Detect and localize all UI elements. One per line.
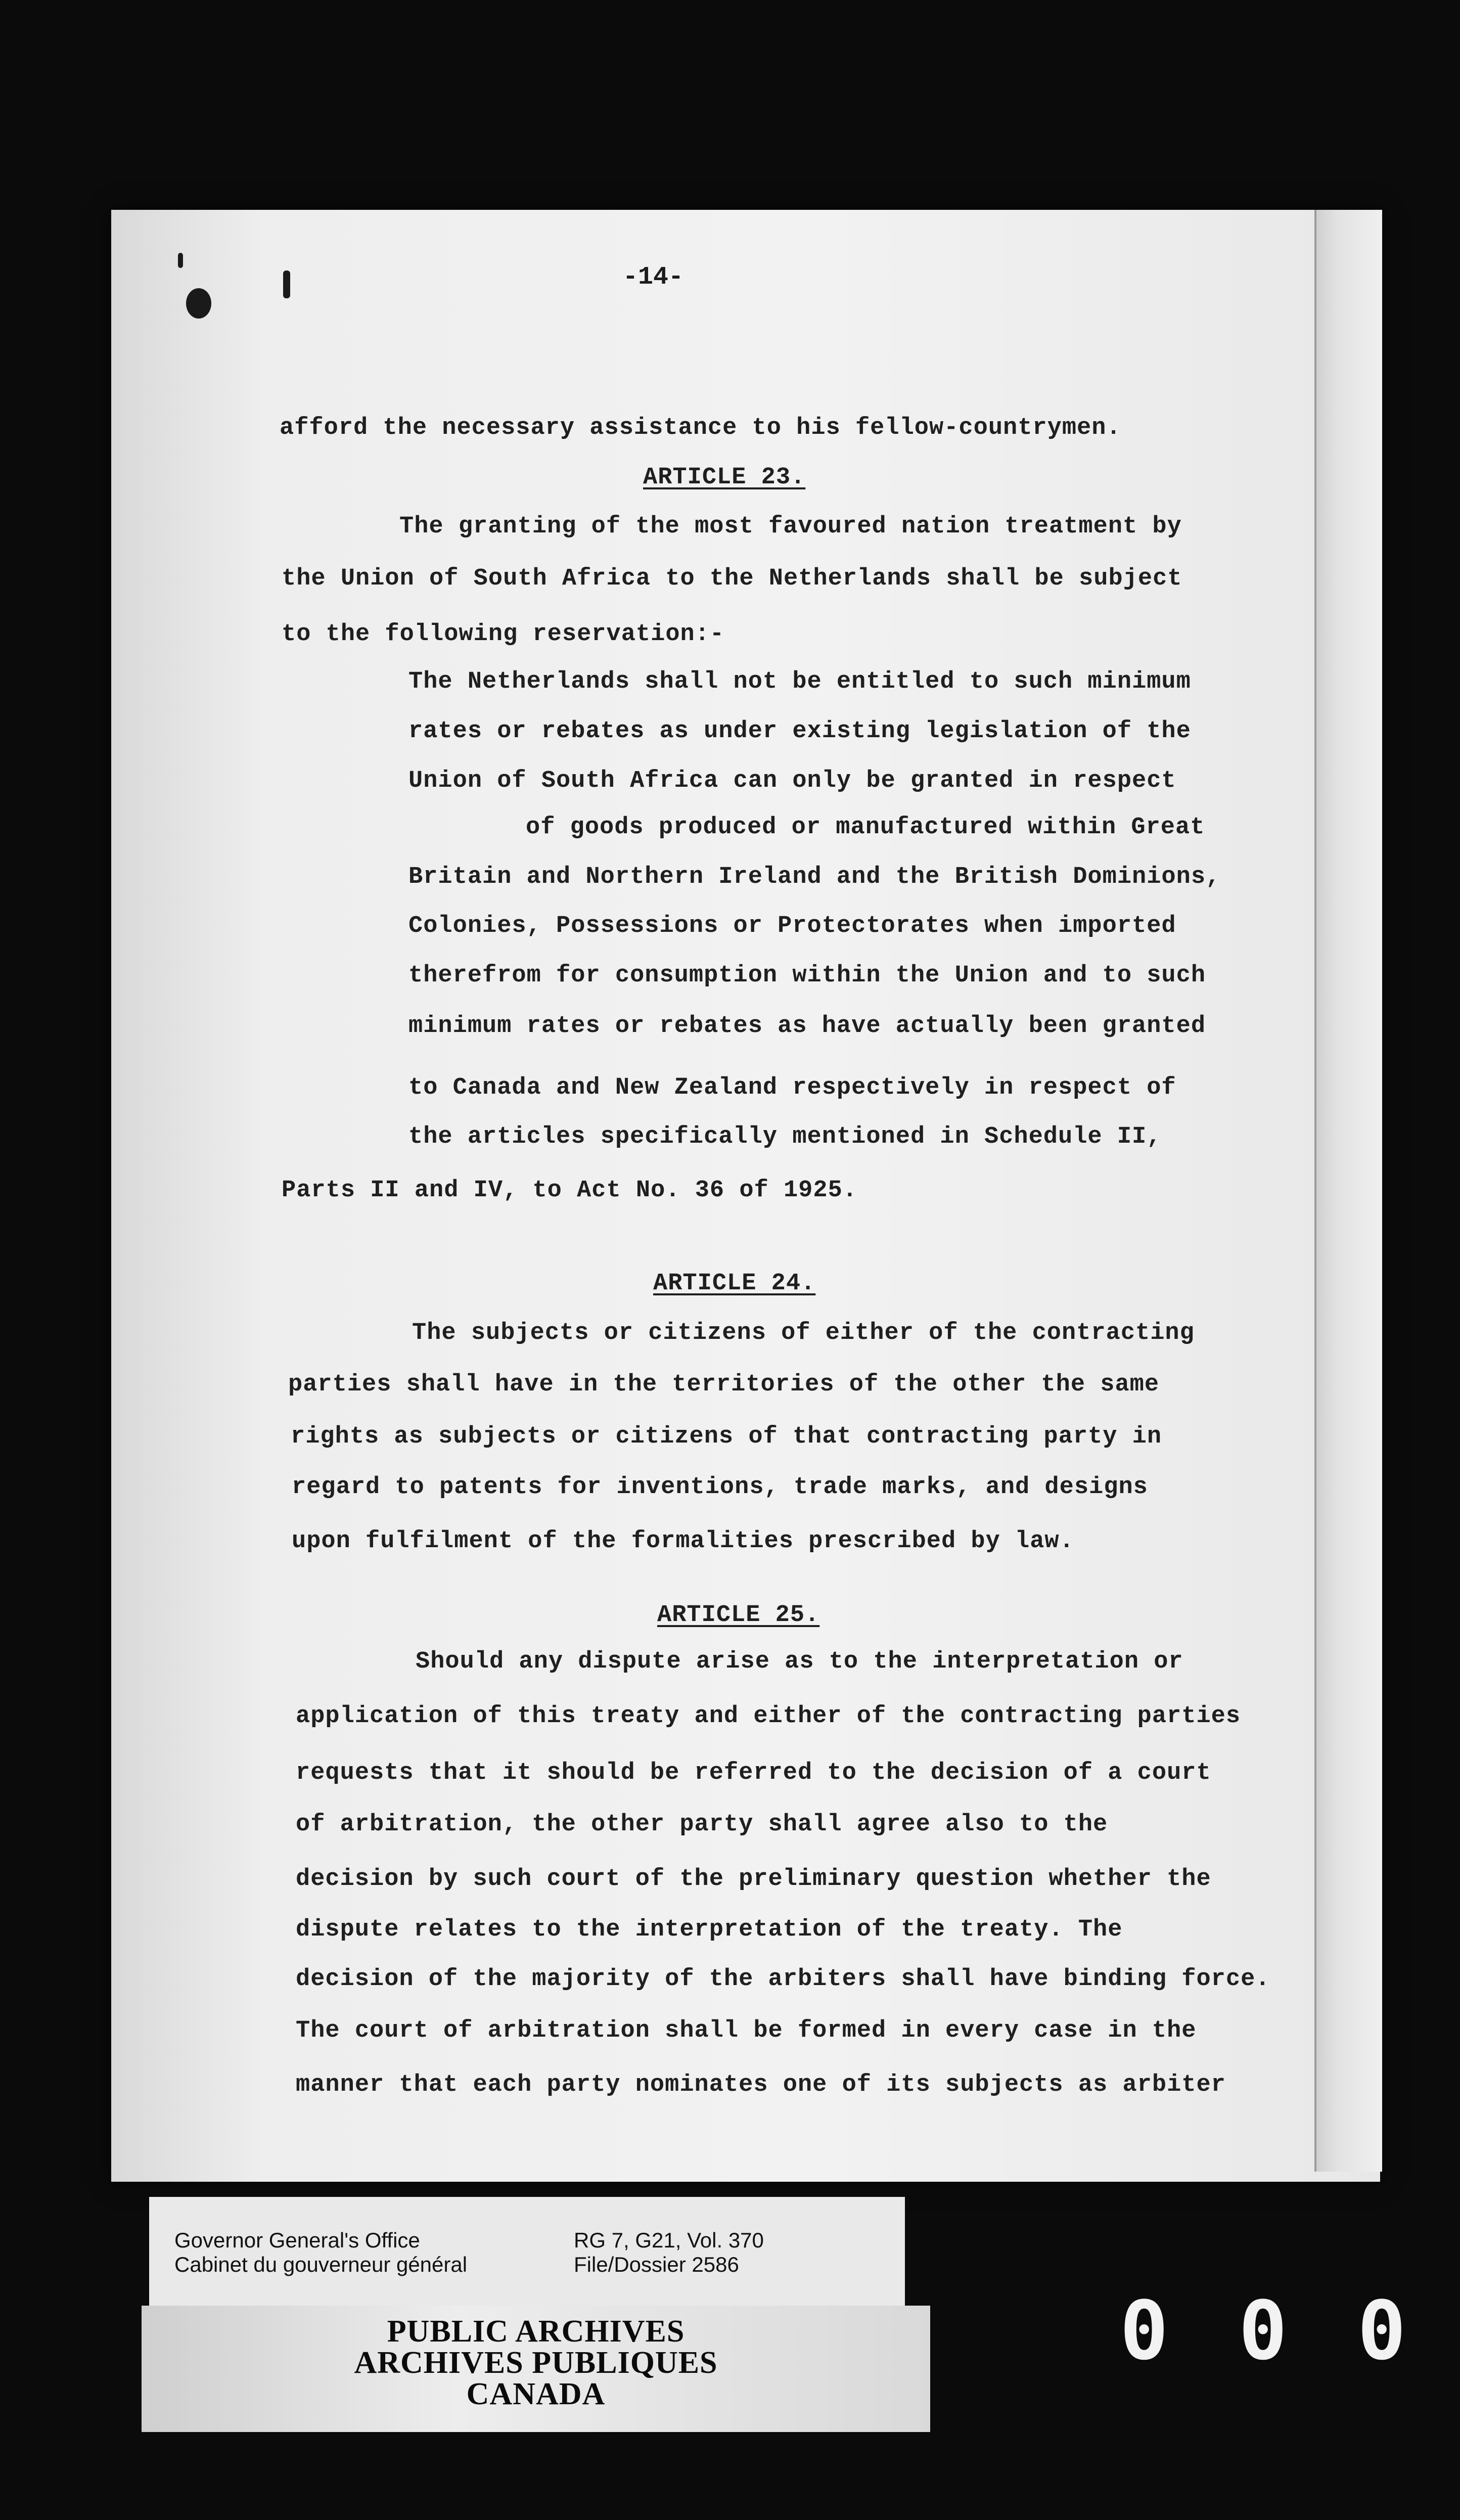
text-line: upon fulfilment of the formalities prescribed by law.	[292, 1528, 1074, 1555]
text-line: minimum rates or rebates as have actually been granted	[408, 1013, 1206, 1040]
text-line: to Canada and New Zealand respectively in respect of	[408, 1074, 1176, 1101]
public-archives-stamp	[142, 2306, 930, 2432]
text-line: rates or rebates as under existing legislation of the	[408, 718, 1191, 745]
text-line: the Union of South Africa to the Netherlands shall be subject	[282, 565, 1182, 592]
text-line: afford the necessary assistance to his fellow-countrymen.	[280, 415, 1121, 441]
text-line: the articles specifically mentioned in Schedule II,	[408, 1123, 1162, 1150]
page-number: -14-	[623, 263, 684, 292]
punch-hole-mark	[186, 288, 211, 319]
text-line: therefrom for consumption within the Union and to such	[408, 962, 1206, 989]
text-line: of goods produced or manufactured within Great	[526, 814, 1205, 841]
file-dossier-number: File/Dossier 2586	[574, 2253, 739, 2276]
text-line: Union of South Africa can only be granted in respect	[408, 768, 1176, 794]
frame-counter-digit: 0	[1120, 2283, 1169, 2378]
text-line: regard to patents for inventions, trade marks, and designs	[292, 1474, 1148, 1501]
punch-hole-mark	[283, 271, 290, 298]
punch-hole-mark	[178, 253, 183, 268]
text-line: decision by such court of the preliminary question whether the	[296, 1866, 1211, 1893]
text-line: The court of arbitration shall be formed in every case in the	[296, 2017, 1197, 2044]
text-line: Colonies, Possessions or Protectorates when imported	[408, 913, 1176, 939]
text-line: dispute relates to the interpretation of the treaty. The	[296, 1916, 1123, 1943]
archive-reference-label	[149, 2197, 905, 2316]
text-line: to the following reservation:-	[282, 621, 725, 648]
office-english: Governor General's Office	[174, 2228, 420, 2252]
record-group-reference: RG 7, G21, Vol. 370	[574, 2228, 764, 2252]
text-line: of arbitration, the other party shall agree also to the	[296, 1811, 1108, 1838]
text-line: requests that it should be referred to the decision of a court	[296, 1760, 1211, 1786]
text-line: Britain and Northern Ireland and the British Dominions,	[408, 864, 1221, 890]
article-heading: ARTICLE 25.	[657, 1602, 820, 1629]
archives-stamp-line: PUBLIC ARCHIVES	[387, 2314, 685, 2349]
text-line: application of this treaty and either of the contracting parties	[296, 1703, 1241, 1730]
archives-stamp-line: ARCHIVES PUBLIQUES	[354, 2346, 718, 2380]
text-line: decision of the majority of the arbiters shall have binding force.	[296, 1966, 1270, 1993]
text-line: parties shall have in the territories of the other the same	[288, 1371, 1160, 1398]
office-french: Cabinet du gouverneur général	[174, 2253, 468, 2276]
text-line: Should any dispute arise as to the interpretation or	[416, 1648, 1183, 1675]
text-line: rights as subjects or citizens of that contracting party in	[291, 1423, 1162, 1450]
text-line: manner that each party nominates one of its subjects as arbiter	[296, 2072, 1226, 2098]
text-line: The subjects or citizens of either of the contracting	[412, 1320, 1195, 1346]
archives-stamp-line: CANADA	[466, 2377, 606, 2411]
page-edge	[1314, 210, 1382, 2172]
article-heading: ARTICLE 24.	[653, 1270, 816, 1297]
text-line: The Netherlands shall not be entitled to such minimum	[408, 668, 1191, 695]
article-heading: ARTICLE 23.	[643, 464, 806, 491]
text-line: Parts II and IV, to Act No. 36 of 1925.	[282, 1177, 857, 1204]
frame-counter-digit: 0	[1239, 2283, 1288, 2378]
frame-counter-digit: 0	[1357, 2283, 1406, 2378]
text-line: The granting of the most favoured nation treatment by	[399, 513, 1182, 540]
